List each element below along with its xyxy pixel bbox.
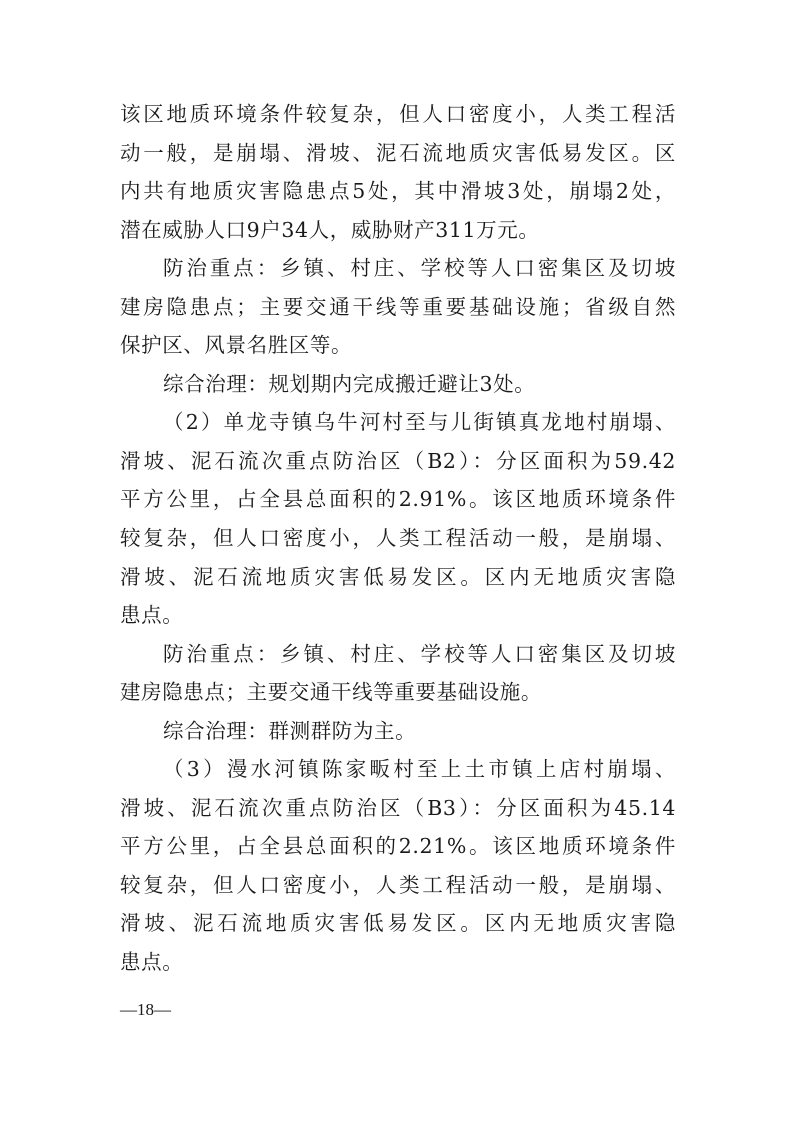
text-line: 建房隐患点；主要交通干线等重要基础设施；省级自然	[120, 294, 676, 319]
text-line: 建房隐患点；主要交通干线等重要基础设施。	[120, 680, 542, 705]
text-line: 滑坡、泥石流地质灾害低易发区。区内无地质灾害隐	[120, 911, 676, 936]
text-line: 综合治理：规划期内完成搬迁避让3处。	[163, 371, 536, 396]
page-number: —18—	[120, 1000, 171, 1019]
text-line: 潜在威胁人口9户34人，威胁财产311万元。	[120, 217, 540, 242]
text-line: 保护区、风景名胜区等。	[120, 333, 353, 358]
document-body	[120, 95, 676, 982]
text-line: 平方公里，占全县总面积的2.91%。该区地质环境条件	[120, 487, 676, 512]
text-line: 综合治理：群测群防为主。	[163, 718, 417, 743]
text-line: 平方公里，占全县总面积的2.21%。该区地质环境条件	[120, 834, 676, 859]
text-line: 防治重点：乡镇、村庄、学校等人口密集区及切坡	[163, 256, 676, 281]
text-line: 较复杂，但人口密度小，人类工程活动一般，是崩塌、	[120, 526, 676, 551]
text-line: （3）漫水河镇陈家畈村至上土市镇上店村崩塌、	[163, 757, 676, 782]
text-line: 动一般，是崩塌、滑坡、泥石流地质灾害低易发区。区	[120, 140, 676, 165]
text-line: 滑坡、泥石流地质灾害低易发区。区内无地质灾害隐	[120, 564, 676, 589]
text-line: 防治重点：乡镇、村庄、学校等人口密集区及切坡	[163, 641, 676, 666]
text-line: （2）单龙寺镇乌牛河村至与儿街镇真龙地村崩塌、	[163, 410, 676, 435]
text-line: 该区地质环境条件较复杂，但人口密度小，人类工程活	[120, 102, 676, 126]
text-line: 患点。	[120, 950, 184, 975]
text-line: 患点。	[120, 603, 184, 628]
text-line: 内共有地质灾害隐患点5处，其中滑坡3处，崩塌2处，	[120, 179, 676, 204]
text-line: 滑坡、泥石流次重点防治区（B2）：分区面积为59.42	[120, 448, 676, 473]
text-line: 较复杂，但人口密度小，人类工程活动一般，是崩塌、	[120, 872, 676, 897]
text-line: 滑坡、泥石流次重点防治区（B3）：分区面积为45.14	[120, 795, 676, 820]
